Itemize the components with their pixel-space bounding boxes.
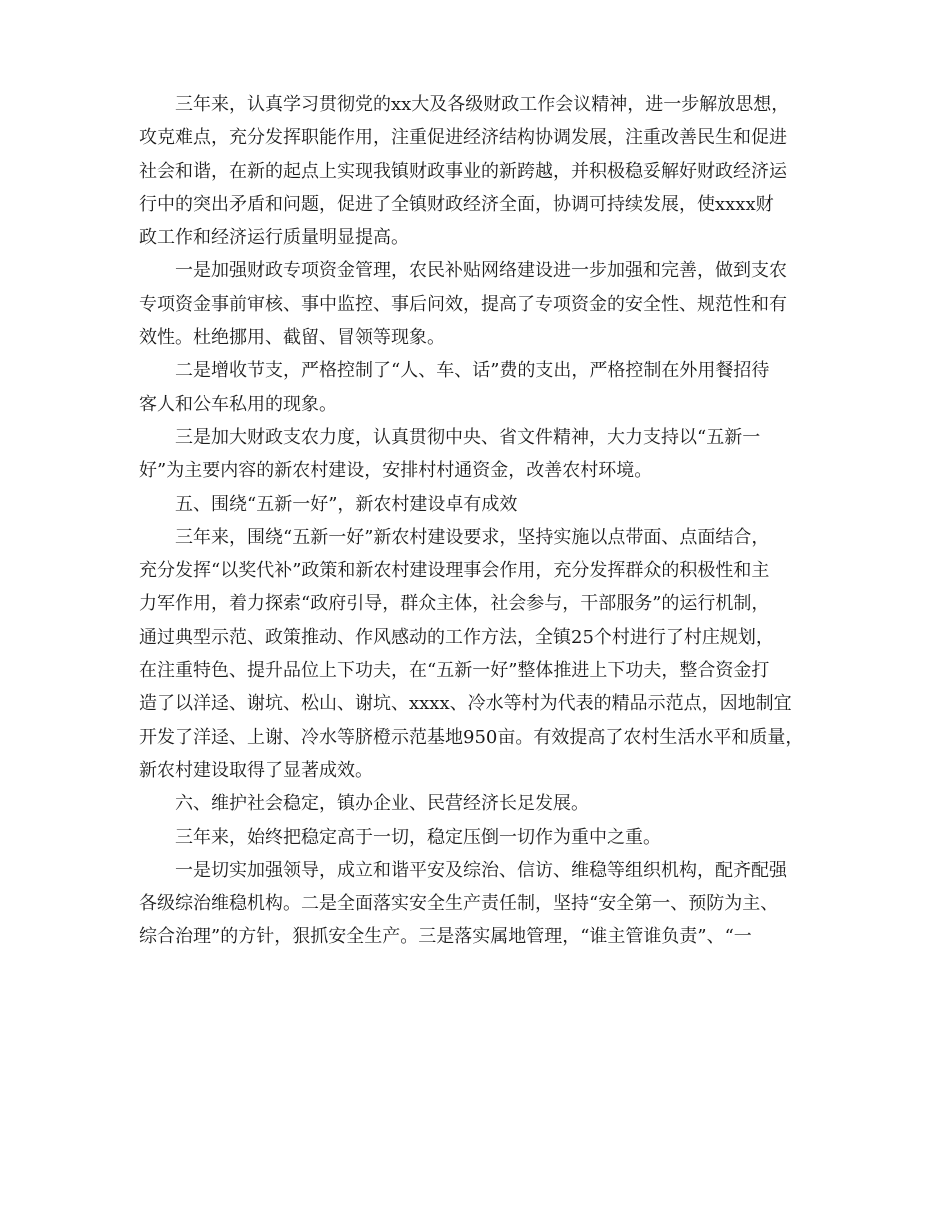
text-line: 六、维护社会稳定，镇办企业、民营经济长足发展。 <box>175 793 589 815</box>
text-line: 造了以洋迳、谢坑、松山、谢坑、xxxx、冷水等村为代表的精品示范点，因地制宜 <box>139 693 792 715</box>
text-line: 充分发挥“以奖代补”政策和新农村建设理事会作用，充分发挥群众的积极性和主 <box>139 560 770 582</box>
text-line: 三年来，始终把稳定高于一切，稳定压倒一切作为重中之重。 <box>175 826 661 848</box>
section-heading-5 <box>139 488 819 521</box>
text-line: 一是切实加强领导，成立和谐平安及综治、信访、维稳等组织机构，配齐配强 <box>175 859 787 881</box>
text-line: 二是增收节支，严格控制了“人、车、话”费的支出，严格控制在外用餐招待 <box>175 360 770 382</box>
text-line: 新农村建设取得了显著成效。 <box>139 759 373 781</box>
text-line: 客人和公车私用的现象。 <box>139 393 337 415</box>
paragraph-8 <box>139 821 819 854</box>
paragraph-6 <box>139 521 819 787</box>
text-line: 五、围绕“五新一好”，新农村建设卓有成效 <box>175 493 518 515</box>
text-line: 社会和谐，在新的起点上实现我镇财政事业的新跨越，并积极稳妥解好财政经济运 <box>139 160 787 182</box>
paragraph-2 <box>139 254 819 354</box>
text-line: 攻克难点，充分发挥职能作用，注重促进经济结构协调发展，注重改善民生和促进 <box>139 127 787 149</box>
text-line: 综合治理”的方针，狠抓安全生产。三是落实属地管理，“谁主管谁负责”、“一 <box>139 926 752 948</box>
text-line: 效性。杜绝挪用、截留、冒领等现象。 <box>139 327 445 349</box>
text-line: 开发了洋迳、上谢、冷水等脐橙示范基地950亩。有效提高了农村生活水平和质量， <box>139 726 804 748</box>
text-line: 通过典型示范、政策推动、作风感动的工作方法，全镇25个村进行了村庄规划， <box>139 626 774 648</box>
document-body <box>139 88 819 954</box>
text-line: 政工作和经济运行质量明显提高。 <box>139 227 409 249</box>
text-line: 三年来，围绕“五新一好”新农村建设要求，坚持实施以点带面、点面结合， <box>175 526 770 548</box>
section-heading-6 <box>139 787 819 820</box>
paragraph-3 <box>139 354 819 421</box>
paragraph-1 <box>139 88 819 254</box>
text-line: 一是加强财政专项资金管理，农民补贴网络建设进一步加强和完善，做到支农 <box>175 260 787 282</box>
text-line: 好”为主要内容的新农村建设，安排村村通资金，改善农村环境。 <box>139 460 653 482</box>
text-line: 各级综治维稳机构。二是全面落实安全生产责任制，坚持“安全第一、预防为主、 <box>139 893 779 915</box>
text-line: 专项资金事前审核、事中监控、事后问效，提高了专项资金的安全性、规范性和有 <box>139 293 787 315</box>
text-line: 三年来，认真学习贯彻党的xx大及各级财政工作会议精神，进一步解放思想， <box>175 94 790 115</box>
text-line: 在注重特色、提升品位上下功夫，在“五新一好”整体推进上下功夫，整合资金打 <box>139 660 770 682</box>
paragraph-4 <box>139 421 819 488</box>
text-line: 力军作用，着力探索“政府引导，群众主体，社会参与，干部服务”的运行机制， <box>139 593 770 615</box>
text-line: 三是加大财政支农力度，认真贯彻中央、省文件精神，大力支持以“五新一 <box>175 426 761 448</box>
text-line: 行中的突出矛盾和问题，促进了全镇财政经济全面，协调可持续发展，使xxxx财 <box>139 193 774 215</box>
paragraph-9 <box>139 854 819 954</box>
